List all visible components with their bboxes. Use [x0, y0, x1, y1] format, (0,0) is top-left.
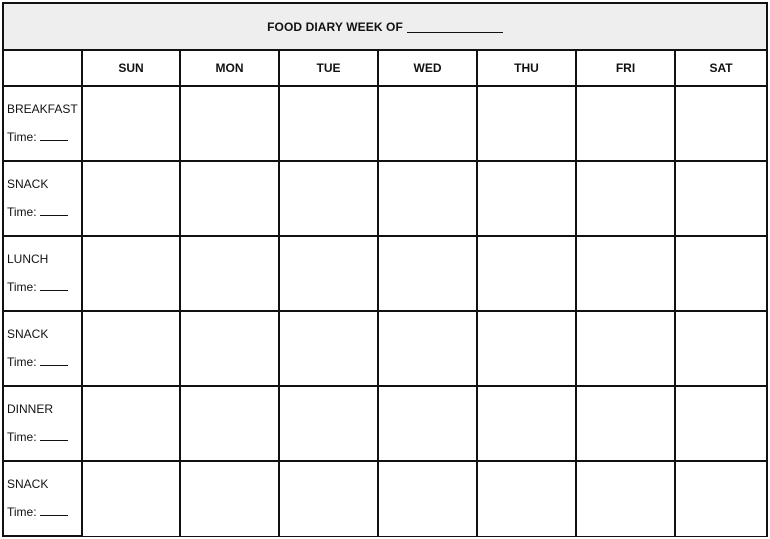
header-row	[4, 51, 766, 86]
meal-row-dinner	[4, 386, 766, 461]
meal-name: SNACK	[7, 177, 49, 191]
entry-cell[interactable]	[576, 161, 675, 236]
entry-cell[interactable]	[378, 311, 477, 386]
entry-cell[interactable]	[477, 86, 576, 161]
entry-cell[interactable]	[82, 311, 180, 386]
food-diary	[2, 2, 768, 537]
meal-time-line	[7, 355, 81, 369]
entry-cell[interactable]	[675, 461, 766, 536]
time-blank	[40, 205, 68, 216]
time-label: Time:	[7, 280, 37, 294]
day-header-sat: SAT	[675, 51, 766, 86]
corner-cell	[4, 51, 82, 86]
time-label: Time:	[7, 355, 37, 369]
entry-cell[interactable]	[82, 161, 180, 236]
meal-row-lunch	[4, 236, 766, 311]
entry-cell[interactable]	[477, 161, 576, 236]
entry-cell[interactable]	[378, 161, 477, 236]
diary-grid	[4, 51, 766, 536]
day-header-wed: WED	[378, 51, 477, 86]
entry-cell[interactable]	[180, 161, 279, 236]
entry-cell[interactable]	[576, 86, 675, 161]
entry-cell[interactable]	[675, 386, 766, 461]
entry-cell[interactable]	[378, 386, 477, 461]
entry-cell[interactable]	[180, 311, 279, 386]
entry-cell[interactable]	[82, 86, 180, 161]
entry-cell[interactable]	[279, 311, 378, 386]
entry-cell[interactable]	[378, 461, 477, 536]
entry-cell[interactable]	[477, 236, 576, 311]
page-title: FOOD DIARY WEEK OF	[267, 19, 403, 34]
entry-cell[interactable]	[576, 311, 675, 386]
meal-name: SNACK	[7, 477, 49, 491]
entry-cell[interactable]	[477, 311, 576, 386]
meal-name: BREAKFAST	[7, 102, 78, 116]
time-blank	[40, 130, 68, 141]
time-label: Time:	[7, 430, 37, 444]
entry-cell[interactable]	[180, 386, 279, 461]
entry-cell[interactable]	[180, 86, 279, 161]
meal-time-line	[7, 130, 81, 144]
meal-row-snack	[4, 161, 766, 236]
entry-cell[interactable]	[378, 236, 477, 311]
entry-cell[interactable]	[675, 236, 766, 311]
meal-row-snack	[4, 311, 766, 386]
entry-cell[interactable]	[477, 386, 576, 461]
time-blank	[40, 430, 68, 441]
entry-cell[interactable]	[477, 461, 576, 536]
meal-label-cell	[4, 236, 82, 311]
entry-cell[interactable]	[279, 161, 378, 236]
day-header-sun: SUN	[82, 51, 180, 86]
entry-cell[interactable]	[279, 236, 378, 311]
entry-cell[interactable]	[279, 386, 378, 461]
day-header-tue: TUE	[279, 51, 378, 86]
entry-cell[interactable]	[180, 236, 279, 311]
meal-name: LUNCH	[7, 252, 49, 266]
meal-time-line	[7, 505, 81, 519]
entry-cell[interactable]	[675, 161, 766, 236]
entry-cell[interactable]	[675, 311, 766, 386]
meal-label-cell	[4, 386, 82, 461]
time-blank	[40, 505, 68, 516]
entry-cell[interactable]	[576, 461, 675, 536]
day-header-thu: THU	[477, 51, 576, 86]
meal-label-cell	[4, 161, 82, 236]
meal-time-line	[7, 280, 81, 294]
entry-cell[interactable]	[180, 461, 279, 536]
time-label: Time:	[7, 205, 37, 219]
entry-cell[interactable]	[82, 386, 180, 461]
meal-label-cell	[4, 86, 82, 161]
entry-cell[interactable]	[378, 86, 477, 161]
time-blank	[40, 355, 68, 366]
entry-cell[interactable]	[82, 461, 180, 536]
meal-row-breakfast	[4, 86, 766, 161]
meal-time-line	[7, 205, 81, 219]
meal-label-cell	[4, 311, 82, 386]
meal-row-snack	[4, 461, 766, 536]
entry-cell[interactable]	[675, 86, 766, 161]
week-of-blank	[407, 21, 503, 33]
entry-cell[interactable]	[576, 236, 675, 311]
time-label: Time:	[7, 130, 37, 144]
day-header-fri: FRI	[576, 51, 675, 86]
entry-cell[interactable]	[279, 461, 378, 536]
entry-cell[interactable]	[279, 86, 378, 161]
meal-name: DINNER	[7, 402, 54, 416]
entry-cell[interactable]	[576, 386, 675, 461]
meal-label-cell	[4, 461, 82, 536]
title-bar	[4, 4, 766, 51]
meal-name: SNACK	[7, 327, 49, 341]
time-label: Time:	[7, 505, 37, 519]
day-header-mon: MON	[180, 51, 279, 86]
meal-time-line	[7, 430, 81, 444]
time-blank	[40, 280, 68, 291]
entry-cell[interactable]	[82, 236, 180, 311]
